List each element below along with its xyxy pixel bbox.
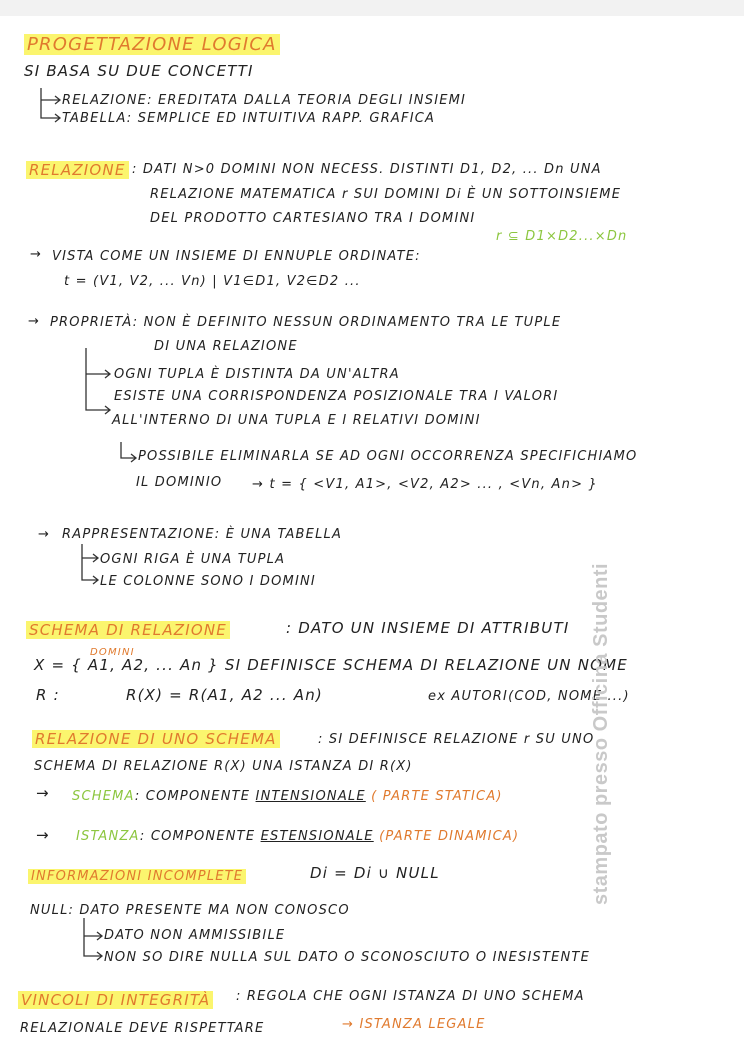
schema-item: SCHEMA: COMPONENTE INTENSIONALE ( PARTE STATICA) (72, 789, 503, 804)
null-line: NULL: DATO PRESENTE MA NON CONOSCO (30, 903, 350, 918)
arrow-icon: → (38, 527, 51, 542)
vincoli-heading: VINCOLI DI INTEGRITÀ (18, 991, 213, 1009)
null-item-1: DATO NON AMMISSIBILE (104, 928, 286, 943)
relazione-schema-text: : SI DEFINISCE RELAZIONE r SU UNO (318, 732, 595, 747)
schema-heading: SCHEMA DI RELAZIONE (26, 621, 230, 639)
proprieta-line-2: DI UNA RELAZIONE (154, 339, 298, 354)
arrow-icon: → (36, 784, 50, 802)
schema-text: : DATO UN INSIEME DI ATTRIBUTI (286, 619, 570, 637)
istanza-item: ISTANZA: COMPONENTE ESTENSIONALE (PARTE DINAMICA) (76, 829, 520, 844)
intro-item-tabella: TABELLA: SEMPLICE ED INTUITIVA RAPP. GRAFICA (62, 111, 436, 126)
intro-item-relazione: RELAZIONE: EREDITATA DALLA TEORIA DEGLI INSIEMI (62, 93, 467, 108)
relazione-schema-line2: SCHEMA DI RELAZIONE R(X) UNA ISTANZA DI R(X) (34, 759, 413, 774)
null-item-2: NON SO DIRE NULLA SUL DATO O SCONOSCIUTO O INESISTENTE (104, 950, 590, 965)
relazione-text-3: DEL PRODOTTO CARTESIANO TRA I DOMINI (150, 211, 476, 226)
intro-line: SI BASA SU DUE CONCETTI (24, 62, 254, 80)
title: PROGETTAZIONE LOGICA (24, 36, 280, 54)
informazioni-formula: Di = Di ∪ NULL (310, 864, 440, 882)
vincoli-text: : REGOLA CHE OGNI ISTANZA DI UNO SCHEMA (236, 989, 585, 1004)
possibile-formula: → t = { <V1, A1>, <V2, A2> ... , <Vn, An> } (252, 477, 598, 492)
schema-example: ex AUTORI(COD, NOME ...) (428, 689, 630, 704)
domini-annotation: DOMINI (90, 647, 135, 658)
cartesian-formula: r ⊆ D1×D2...×Dn (496, 229, 628, 244)
proprieta-line-1: PROPRIETÀ: NON È DEFINITO NESSUN ORDINAMENTO TRA LE TUPLE (50, 315, 562, 330)
arrow-icon: → (30, 247, 43, 262)
possibile-line-1: POSSIBILE ELIMINARLA SE AD OGNI OCCORRENZA SPECIFICHIAMO (138, 449, 638, 464)
tupla-formula: t = (V1, V2, ... Vn) | V1∈D1, V2∈D2 ... (64, 274, 361, 289)
relazione-schema-heading: RELAZIONE DI UNO SCHEMA (32, 730, 280, 748)
rappresentazione-line: RAPPRESENTAZIONE: È UNA TABELLA (62, 527, 343, 542)
schema-def-line: X = { A1, A2, ... An } SI DEFINISCE SCHEMA DI RELAZIONE UN NOME (34, 656, 628, 674)
schema-r-label: R : (36, 686, 60, 704)
watermark: stampato presso Officina Studenti (590, 562, 612, 905)
schema-r-formula: R(X) = R(A1, A2 ... An) (126, 686, 323, 704)
vista-line: VISTA COME UN INSIEME DI ENNUPLE ORDINATE: (52, 249, 421, 264)
vincoli-line2: RELAZIONALE DEVE RISPETTARE (20, 1021, 265, 1036)
possibile-line-2: IL DOMINIO (136, 475, 223, 490)
relazione-text-1: : DATI N>0 DOMINI NON NECESS. DISTINTI D1, D2, ... Dn UNA (132, 162, 602, 177)
prop-item-3: ALL'INTERNO DI UNA TUPLA E I RELATIVI DOMINI (112, 413, 481, 428)
relazione-text-2: RELAZIONE MATEMATICA r SUI DOMINI Di È UN SOTTOINSIEME (150, 187, 622, 202)
notes-page (0, 16, 744, 1052)
arrow-icon: → (28, 314, 41, 329)
rapp-item-2: LE COLONNE SONO I DOMINI (100, 574, 316, 589)
istanza-legale: → ISTANZA LEGALE (342, 1017, 486, 1032)
informazioni-heading: INFORMAZIONI INCOMPLETE (28, 868, 246, 886)
rapp-item-1: OGNI RIGA È UNA TUPLA (100, 552, 286, 567)
prop-item-2: ESISTE UNA CORRISPONDENZA POSIZIONALE TRA I VALORI (114, 389, 559, 404)
arrow-icon: → (36, 826, 50, 844)
relazione-heading: RELAZIONE (26, 161, 129, 179)
prop-item-1: OGNI TUPLA È DISTINTA DA UN'ALTRA (114, 367, 400, 382)
